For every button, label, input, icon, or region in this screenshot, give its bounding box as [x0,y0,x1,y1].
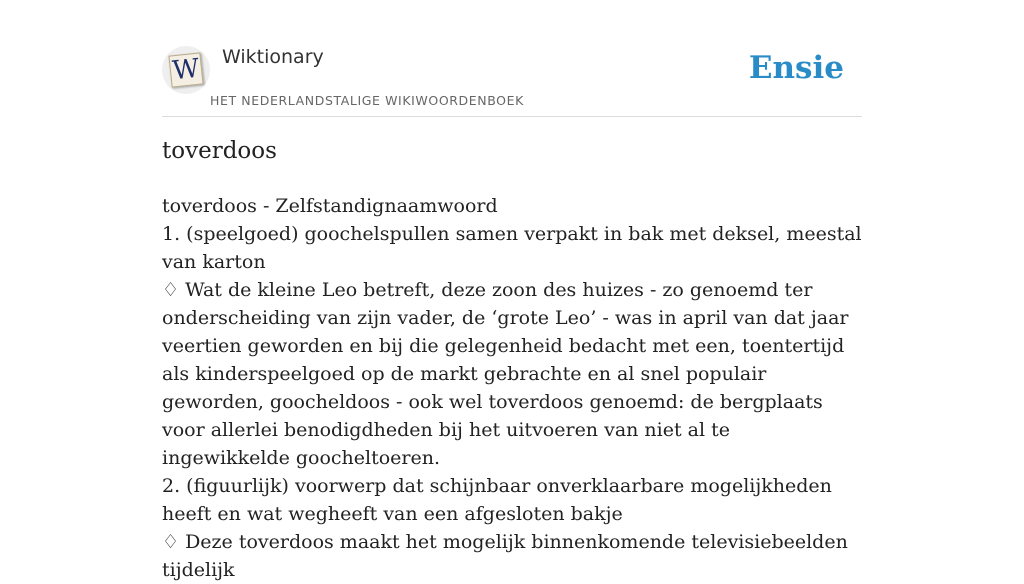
site-name[interactable]: Wiktionary [222,46,324,68]
wiktionary-logo[interactable] [162,46,210,94]
ensie-brand-link[interactable]: Ensie [748,50,844,86]
example-1: ♢ Wat de kleine Leo betreft, deze zoon des huizes - zo genoemd ter onderscheiding van zijn vader, de ‘grote Leo’ - was in april van dat jaar veertien geworden en bij die gelegenheid bedacht met een, toentertijd als kinderspeelgoed op de markt gebrachte en al snel populair geworden, goocheldoos - ook wel toverdoos genoemd: de bergplaats voor allerlei benodigdheden bij het uitvoeren van niet al te ingewikkelde goocheltoeren. [162,279,849,469]
definition-2: 2. (figuurlijk) voorwerp dat schijnbaar onverklaarbare mogelijkheden heeft en wat wegheeft van een afgesloten bakje [162,475,832,525]
page-title: toverdoos [162,138,277,164]
definition-1: 1. (speelgoed) goochelspullen samen verpakt in bak met deksel, meestal van karton [162,223,862,273]
site-header [162,40,862,117]
entry-content [162,192,862,584]
example-2: ♢ Deze toverdoos maakt het mogelijk binnenkomende televisiebeelden tijdelijk [162,531,848,581]
wiktionary-logo-icon: W [168,52,203,87]
site-tagline: HET NEDERLANDSTALIGE WIKIWOORDENBOEK [210,93,524,108]
entry-heading: toverdoos - Zelfstandignaamwoord [162,195,498,217]
